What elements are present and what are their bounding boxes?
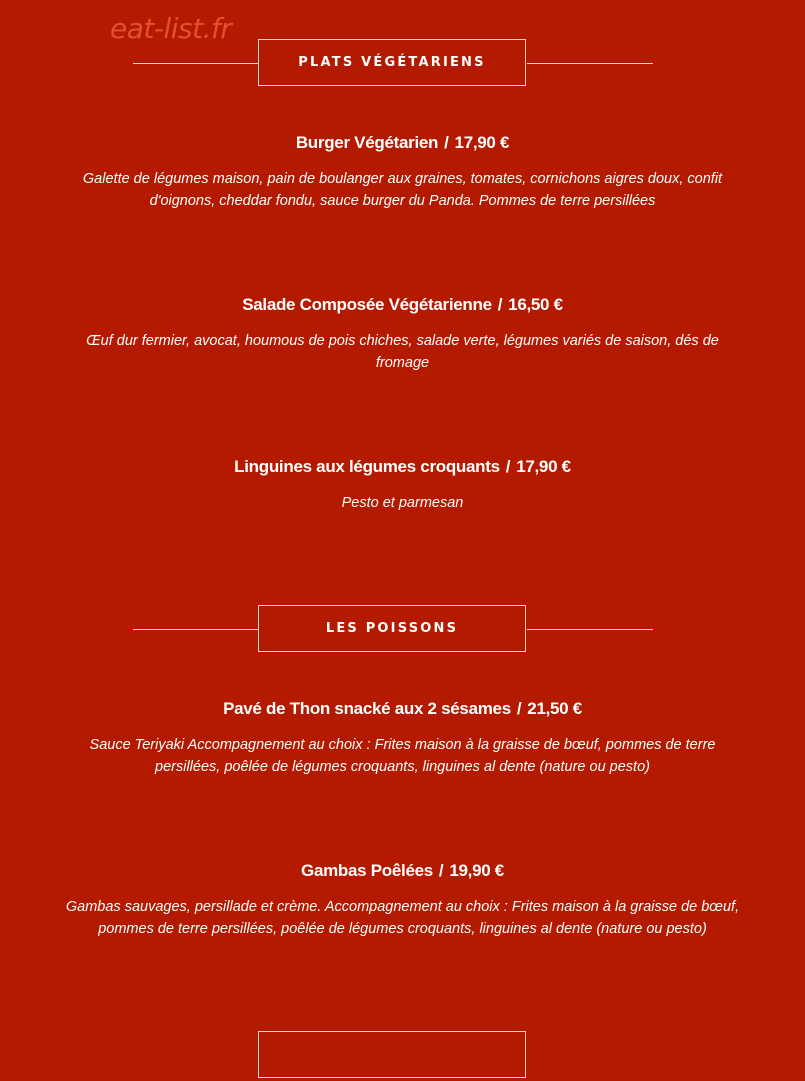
menu-item xyxy=(30,132,775,212)
dish-price: 16,50 € xyxy=(508,295,563,314)
section-header-next xyxy=(0,1031,805,1081)
dish-price: 17,90 € xyxy=(454,133,510,152)
description-line: Gambas sauvages, persillade et crème. Accompagnement au choix : Frites maison à la graisse de bœuf, xyxy=(65,899,740,915)
dish-title xyxy=(30,294,775,316)
menu-item xyxy=(30,456,775,514)
dish-description xyxy=(30,896,775,940)
dish-title xyxy=(30,132,775,154)
price-separator: / xyxy=(438,861,444,880)
dish-title xyxy=(30,456,775,478)
price-separator: / xyxy=(516,699,522,718)
dish-name: Linguines aux légumes croquants xyxy=(234,457,500,476)
price-separator: / xyxy=(505,457,511,476)
dish-name: Pavé de Thon snacké aux 2 sésames xyxy=(223,699,511,718)
watermark-logo: eat-list.fr xyxy=(110,12,232,45)
dish-price: 17,90 € xyxy=(516,457,571,476)
section-header-vegetarian xyxy=(0,39,805,89)
description-line: d'oignons, cheddar fondu, sauce burger du Panda. Pommes de terre persillées xyxy=(149,193,656,209)
section-title-box xyxy=(258,605,526,652)
dish-name: Burger Végétarien xyxy=(295,133,439,152)
section-title-box xyxy=(258,39,526,86)
description-line: pommes de terre persillées, poêlée de légumes croquants, linguines al dente (nature ou pesto) xyxy=(98,921,707,937)
menu-item xyxy=(30,860,775,940)
dish-title xyxy=(30,698,775,720)
dish-description xyxy=(30,492,775,514)
description-line: Œuf dur fermier, avocat, houmous de pois chiches, salade verte, légumes variés de saison, dés de xyxy=(86,333,719,349)
price-separator: / xyxy=(444,133,449,152)
section-header-poissons xyxy=(0,605,805,655)
dish-title xyxy=(30,860,775,882)
description-line: persillées, poêlée de légumes croquants, linguines al dente (nature ou pesto) xyxy=(155,759,650,775)
dish-description xyxy=(30,734,775,778)
menu-item xyxy=(30,294,775,374)
dish-description xyxy=(30,330,775,374)
section-title: PLATS VÉGÉTARIENS xyxy=(298,55,486,70)
dish-description xyxy=(30,168,775,212)
divider-line xyxy=(133,63,259,64)
section-title: LES POISSONS xyxy=(325,621,459,636)
divider-line xyxy=(133,629,259,630)
menu-item xyxy=(30,698,775,778)
description-line: Sauce Teriyaki Accompagnement au choix : Frites maison à la graisse de bœuf, pommes de terre xyxy=(89,737,716,753)
dish-name: Gambas Poêlées xyxy=(301,861,433,880)
dish-name: Salade Composée Végétarienne xyxy=(242,295,492,314)
divider-line xyxy=(527,629,653,630)
description-line: Pesto et parmesan xyxy=(341,495,464,511)
price-separator: / xyxy=(497,295,503,314)
divider-line xyxy=(527,63,653,64)
description-line: Galette de légumes maison, pain de boulanger aux graines, tomates, cornichons aigres doux, confit xyxy=(82,171,723,187)
section-title-box xyxy=(258,1031,526,1078)
dish-price: 19,90 € xyxy=(449,861,504,880)
description-line: fromage xyxy=(375,355,430,371)
dish-price: 21,50 € xyxy=(527,699,582,718)
